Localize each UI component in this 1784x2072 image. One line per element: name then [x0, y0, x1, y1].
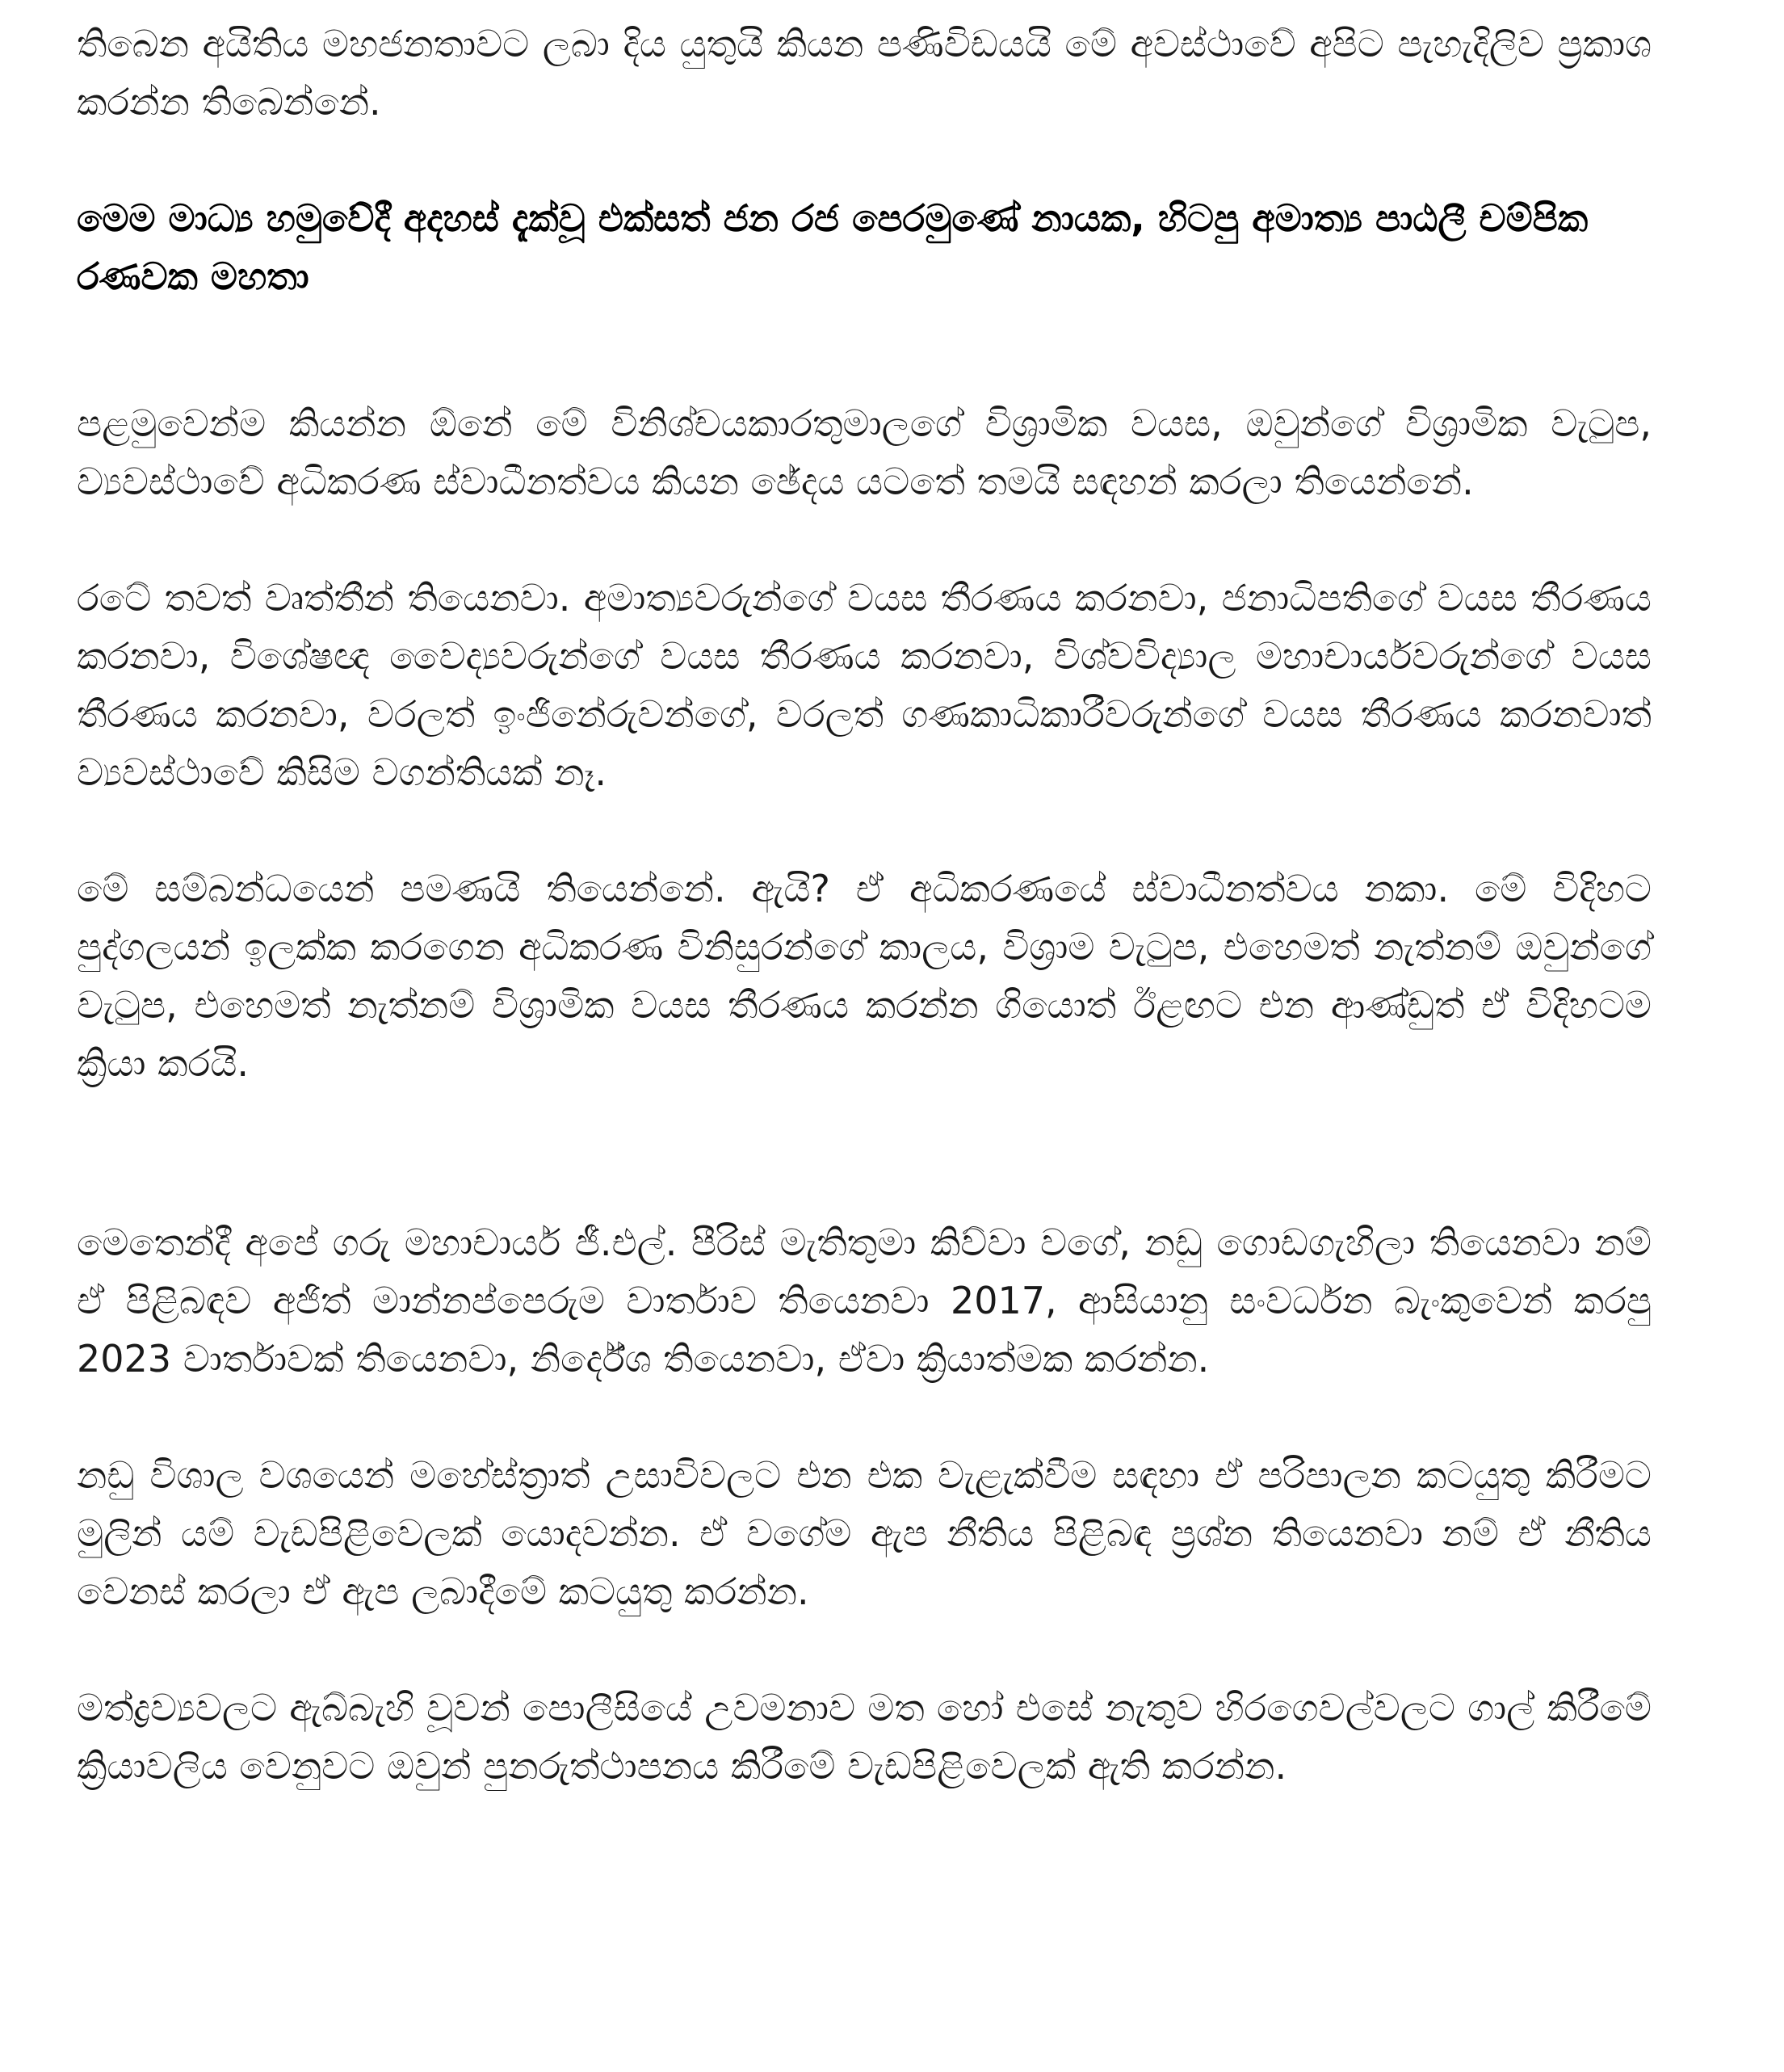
- paragraph-spacer: [77, 131, 1652, 189]
- paragraph-2: රටේ තවත් වෘත්තීන් තියෙනවා. අමාත්‍යවරුන්ගේ වයස තීරණය කරනවා, ජනාධිපතිගේ වයස තීරණය කරනවා, විශේෂඥ වෛද්‍යවරුන්ගේ වයස තීරණය කරනවා, විශ්වවිද්‍යාල මහාචාර්යවරුන්ගේ වයස තීරණය කරනවා, වරලත් ඉංජිනේරුවන්ගේ, වරලත් ගණකාධිකාරීවරුන්ගේ වයස තීරණය කරනවාත් ව්‍යවස්ථාවේ කිසිම වගන්තියක් නෑ.: [77, 576, 1652, 794]
- article-body: [77, 15, 1652, 1795]
- paragraph-3: මේ සම්බන්ධයෙන් පමණයි තියෙන්නේ. ඇයි? ඒ අධිකරණයේ ස්වාධීනත්වය නකා. මේ විදිහට පුද්ගලයන් ඉලක්ක කරගෙන අධිකරණ විනිසුරන්ගේ කාලය, විශ්‍රාම වැටුප, එහෙමත් නැත්නම් ඔවුන්ගේ වැටුප, එහෙමත් නැත්නම් විශ්‍රාමික වයස තීරණය කරන්න ගියොත් ඊළඟට එන ආණ්ඩුත් ඒ විදිහටම ක්‍රියා කරයි.: [77, 867, 1652, 1085]
- paragraph-4: මෙතෙන්දී අපේ ගරු මහාචාර්ය ජී.එල්. පීරිස් මැතිතුමා කිව්වා වගේ, නඩු ගොඩගැහිලා තියෙනවා නම් ඒ පිළිබඳව අජිත් මාන්නප්පෙරුම වාර්තාව තියෙනවා 2017, ආසියානු සංවර්ධන බැංකුවෙන් කරපු 2023 වාර්තාවක් තියෙනවා, නිර්දේශ තියෙනවා, ඒවා ක්‍රියාත්මක කරන්න.: [77, 1221, 1652, 1381]
- paragraph-spacer: [77, 1092, 1652, 1213]
- paragraph-intro: තිබෙන අයිතිය මහජනතාවට ලබා දිය යුතුයි කියන පණිවිඩයයි මේ අවස්ථාවේ අපිට පැහැදිලිව ප්‍රකාශ කරන්න තිබෙන්නේ.: [77, 22, 1652, 124]
- paragraph-spacer: [77, 511, 1652, 569]
- speaker-heading: මෙම මාධ්‍ය හමුවේදී අදහස් දැක්වූ එක්සත් ජන රජ පෙරමුණේ නායක, හිටපු අමාත්‍ය පාඨලී චම්පික රණවක මහතා: [77, 196, 1589, 298]
- paragraph-spacer: [77, 1388, 1652, 1446]
- paragraph-spacer: [77, 305, 1652, 394]
- paragraph-spacer: [77, 801, 1652, 859]
- paragraph-1: පළමුවෙන්ම කියන්න ඕනේ මේ විනිශ්චයකාරතුමාලගේ විශ්‍රාමික වයස, ඔවුන්ගේ විශ්‍රාමික වැටුප, ව්‍යවස්ථාවේ අධිකරණ ස්වාධීනත්වය කියන ඡේදය යටතේ තමයි සඳහන් කරලා තියෙන්නේ.: [77, 401, 1652, 503]
- paragraph-spacer: [77, 1620, 1652, 1679]
- paragraph-6: මත්ද්‍රව්‍යවලට ඇබ්බැහි වූවන් පොලීසියේ උවමනාව මත හෝ එසේ නැතුව හිරගෙවල්වලට ගාල් කිරීමේ ක්‍රියාවලිය වෙනුවට ඔවුන් පුනරුත්ථාපනය කිරීමේ වැඩපිළිවෙලක් ඇති කරන්න.: [77, 1686, 1652, 1788]
- paragraph-5: නඩු විශාල වශයෙන් මහේස්ත්‍රාත් උසාවිවලට එන එක වැළැක්වීම සඳහා ඒ පරිපාලන කටයුතු කිරීමට මුලින් යම් වැඩපිළිවෙලක් යොදවන්න. ඒ වගේම ඇප නීතිය පිළිබඳ ප්‍රශ්න තියෙනවා නම් ඒ නීතිය වෙනස් කරලා ඒ ඇප ලබාදීමේ කටයුතු කරන්න.: [77, 1453, 1652, 1613]
